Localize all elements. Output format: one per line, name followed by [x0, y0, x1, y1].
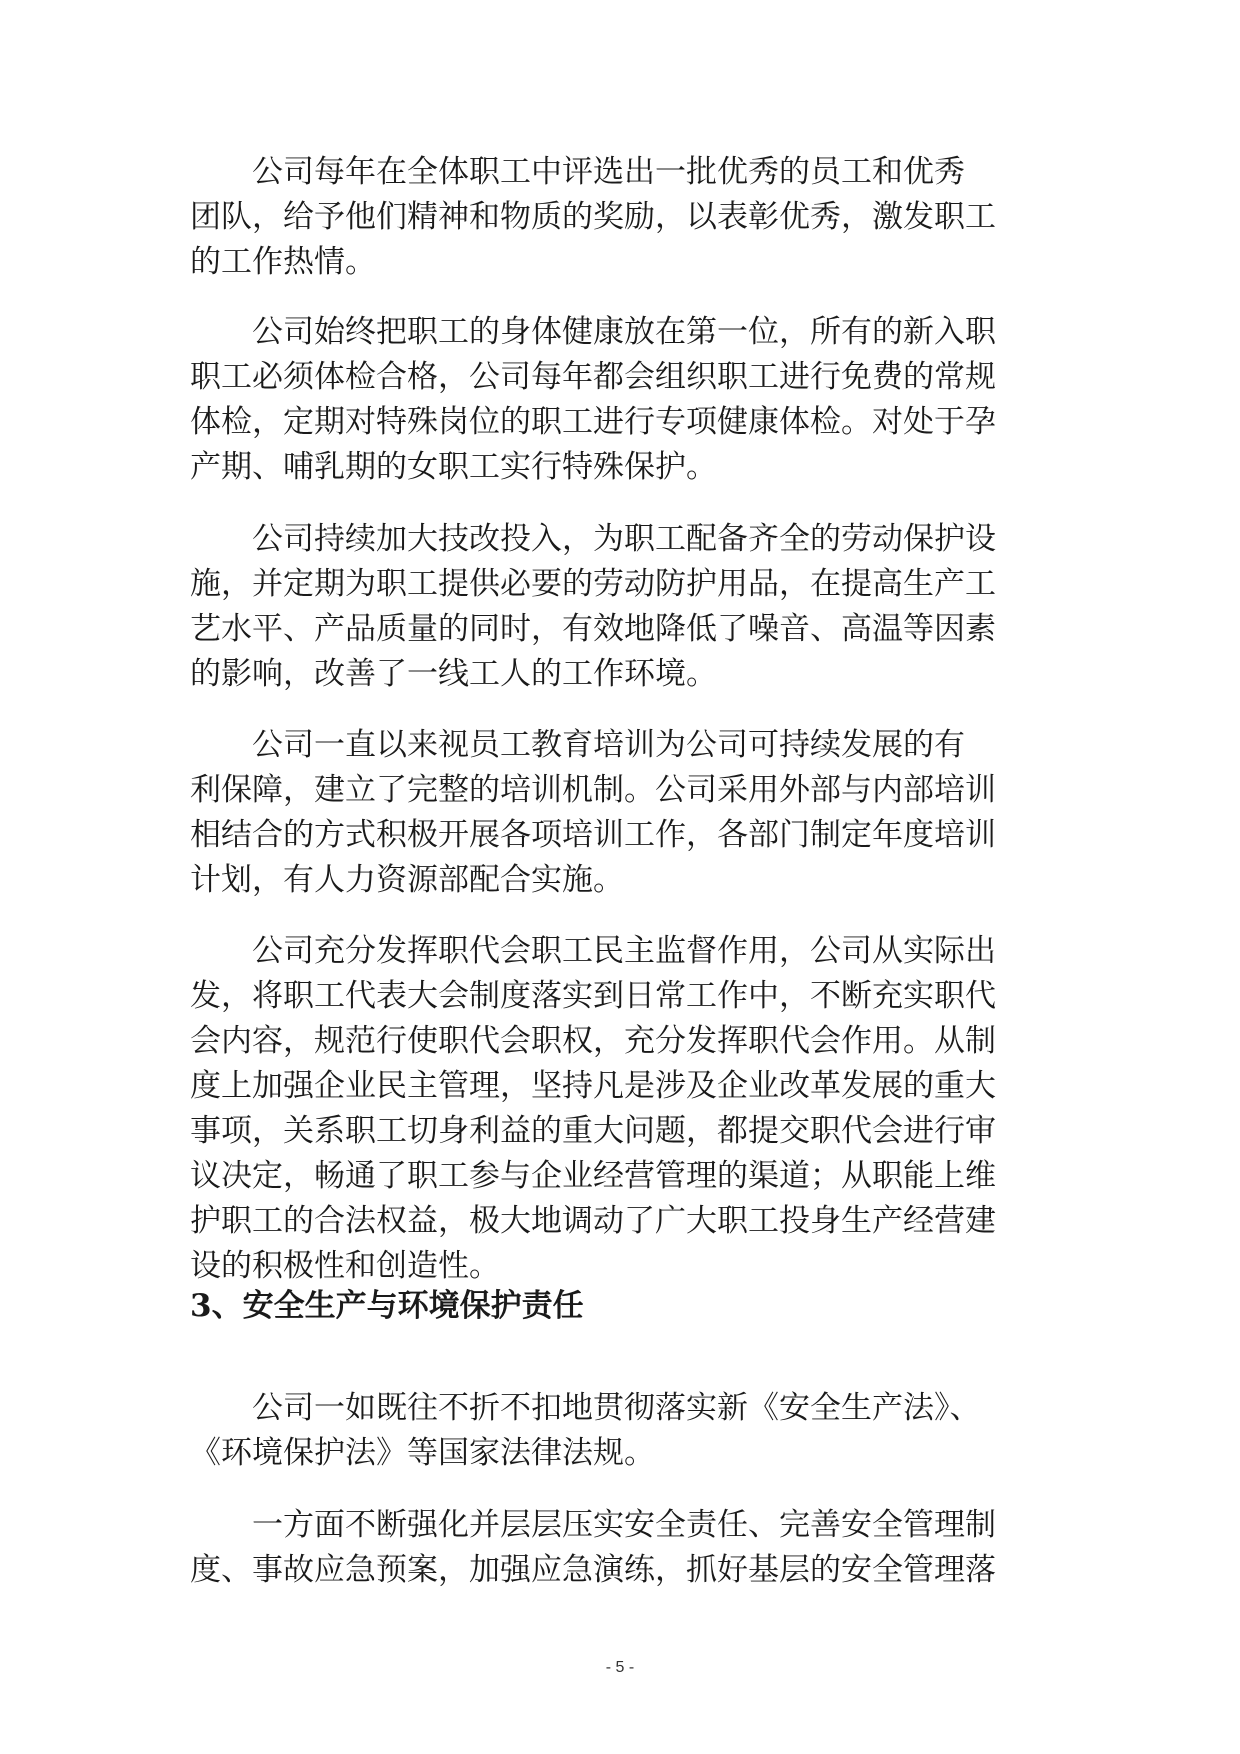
paragraph-health-checks: 公司始终把职工的身体健康放在第一位，所有的新入职 职工必须体检合格，公司每年都会组织职工进行免费的常规 体检，定期对特殊岗位的职工进行专项健康体检。对处于孕 产期、哺乳期的女职工实行特殊保护。 — [190, 314, 996, 485]
section-heading: 3、安全生产与环境保护责任 — [190, 1288, 584, 1324]
paragraph-training: 公司一直以来视员工教育培训为公司可持续发展的有 利保障，建立了完整的培训机制。公司采用外部与内部培训 相结合的方式积极开展各项培训工作，各部门制定年度培训 计划，有人力资源部配合实施。 — [190, 727, 996, 898]
paragraph-safety-laws: 公司一如既往不折不扣地贯彻落实新《安全生产法》、 《环境保护法》等国家法律法规。 — [190, 1390, 981, 1471]
paragraph-labor-protection: 公司持续加大技改投入，为职工配备齐全的劳动保护设 施，并定期为职工提供必要的劳动防护用品，在提高生产工 艺水平、产品质量的同时，有效地降低了噪音、高温等因素 的影响，改善了一线工人的工作环境。 — [190, 521, 996, 692]
page-number: - 5 - — [605, 1659, 635, 1676]
paragraph-workers-congress: 公司充分发挥职代会职工民主监督作用，公司从实际出 发，将职工代表大会制度落实到日常工作中，不断充实职代 会内容，规范行使职代会职权，充分发挥职代会作用。从制 度上加强企业民主管理，坚持凡是涉及企业改革发展的重大 事项，关系职工切身利益的重大问题，都提交职代会进行审 议决定，畅通了职工参与企业经营管理的渠道；从职能上维 护职工的合法权益，极大地调动了广大职工投身生产经营建 设的积极性和创造性。 — [190, 933, 996, 1284]
paragraph-safety-responsibility: 一方面不断强化并层层压实安全责任、完善安全管理制 度、事故应急预案，加强应急演练，抓好基层的安全管理落 — [190, 1507, 996, 1588]
paragraph-employee-awards: 公司每年在全体职工中评选出一批优秀的员工和优秀 团队，给予他们精神和物质的奖励，以表彰优秀，激发职工 的工作热情。 — [190, 154, 996, 280]
